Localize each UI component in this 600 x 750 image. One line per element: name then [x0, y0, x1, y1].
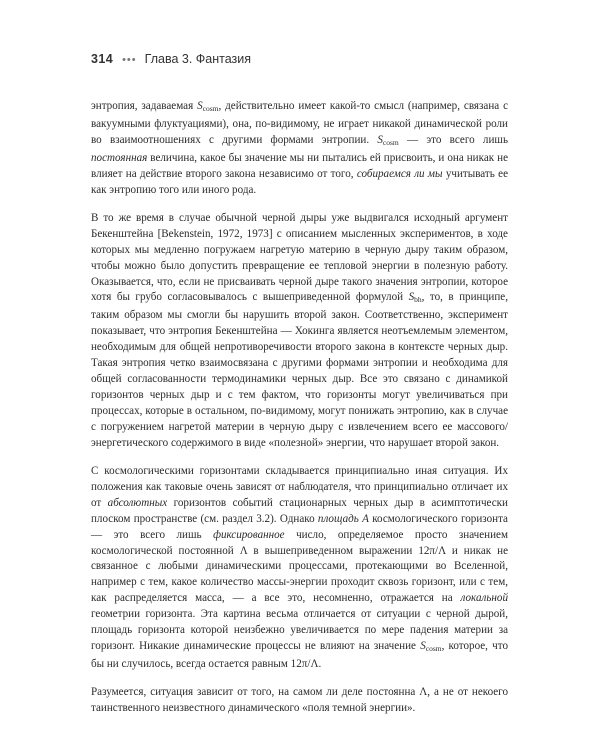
chapter-title: Глава 3. Фантазия	[144, 52, 251, 66]
text-run: С космологическими горизонтами складывается принципиально иная ситуация. Их положения как таковые очень зависят от наблюдателя, что принципиально отличает их от	[91, 465, 508, 509]
emphasis-text: фиксированное	[213, 528, 285, 541]
running-header	[91, 52, 251, 66]
text-run: энтропия, задаваемая	[91, 100, 198, 112]
emphasis-text: постоянная	[91, 151, 148, 164]
emphasis-text: A	[362, 512, 369, 525]
text-run: В то же время в случае обычной черной дыры уже выдвигался исходный аргумент Бекенштейна [Bekenstein, 1972, 1973] с описанием мысленных экспериментов, в ходе которых мы медленно погружаем нагретую материю в черную дыру таким образом, чтобы можно было допустить превращение ее тепловой энергии в полезную работу. Оказывается, что, если не присваивать черной дыре такого значения энтропии, которое хотя бы грубо согласовывалось с вышеприведенной формулой	[91, 211, 508, 304]
text-run: Разумеется, ситуация зависит от того, на самом ли деле постоянна Λ, а не от некоего таинственного неизвестного динамического «поля темной энергии».	[91, 686, 508, 715]
emphasis-text: S	[197, 100, 203, 112]
text-run: учитывать ее как энтропию того или иного рода.	[91, 167, 508, 196]
page-number: 314	[91, 52, 114, 66]
text-run: , то, в принципе, таким образом мы смогли бы нарушить второй закон. Соответственно, эксперимент показывает, что энтропия Бекенштейна — Хокинга является неотъемлемым элементом, необходимым для общей непротиворечивости второго закона в контексте черных дыр. Такая энтропия четко взаимосвязана с другими формами энтропии и необходима для общей согласованности термодинамики черных дыр. Все это связано с динамикой горизонтов черных дыр и с тем фактом, что горизонты могут увеличиваться при процессах, которые в остальном, по-видимому, могут понижать энтропию, как в случае с погружением нагретой материи в черную дыру с извлечением всего ее массового/энергетического содержимого в виде «полезной» энергии, что нарушает второй закон.	[91, 291, 508, 449]
paragraph	[91, 211, 508, 452]
emphasis-text: абсолютных	[107, 496, 168, 509]
text-run: число, определяемое просто значением космологической постоянной Λ в вышеприведенном выражении 12π/Λ и никак не связанное с любыми динамическими процессами, протекающими во Вселенной, например с тем, какое количество массы-энергии проходит сквозь горизонт, или с тем, как распределяется масса, — а все это, несомненно, отражается на	[91, 528, 508, 605]
paragraph	[91, 99, 508, 198]
emphasis-text: S	[377, 133, 383, 146]
text-run: , действительно имеет какой-то смысл (например, связана с вакуумными флуктуациями), она, по-видимому, не играет никакой динамической роли во взаимоотношениях с другими формами энтропии.	[91, 100, 508, 146]
separator-dots: •••	[122, 54, 137, 66]
emphasis-text: площадь	[317, 512, 359, 525]
emphasis-text: локальной	[460, 592, 508, 605]
subscript-text: cosm	[382, 137, 399, 147]
emphasis-text: собираемся ли мы	[356, 167, 443, 180]
emphasis-text: S	[408, 291, 415, 304]
page-body	[91, 99, 508, 730]
emphasis-text: S	[420, 640, 426, 652]
subscript-text: cosm	[425, 644, 442, 653]
subscript-text: bh	[414, 295, 422, 305]
paragraph	[91, 685, 508, 717]
text-run: — это всего лишь	[398, 133, 509, 146]
text-run: космологического горизонта — это всего лишь	[91, 512, 508, 541]
text-run: горизонтов событий стационарных черных дыр в асимптотически плоском пространстве (см. раздел 3.2). Однако	[91, 496, 508, 525]
subscript-text: cosm	[202, 104, 219, 113]
text-run: геометрии горизонта. Эта картина весьма отличается от ситуации с черной дырой, площадь горизонта которой неизбежно увеличивается по мере падения материи за горизонт. Никакие динамические процессы не влияют на значение	[91, 608, 508, 652]
text-run: величина, какое бы значение мы ни пытались ей присвоить, и она никак не влияет на действие второго закона независимо от того,	[91, 151, 508, 180]
text-run: , которое, что бы ни случилось, всегда остается равным 12π/Λ.	[91, 640, 508, 670]
paragraph	[91, 464, 508, 673]
